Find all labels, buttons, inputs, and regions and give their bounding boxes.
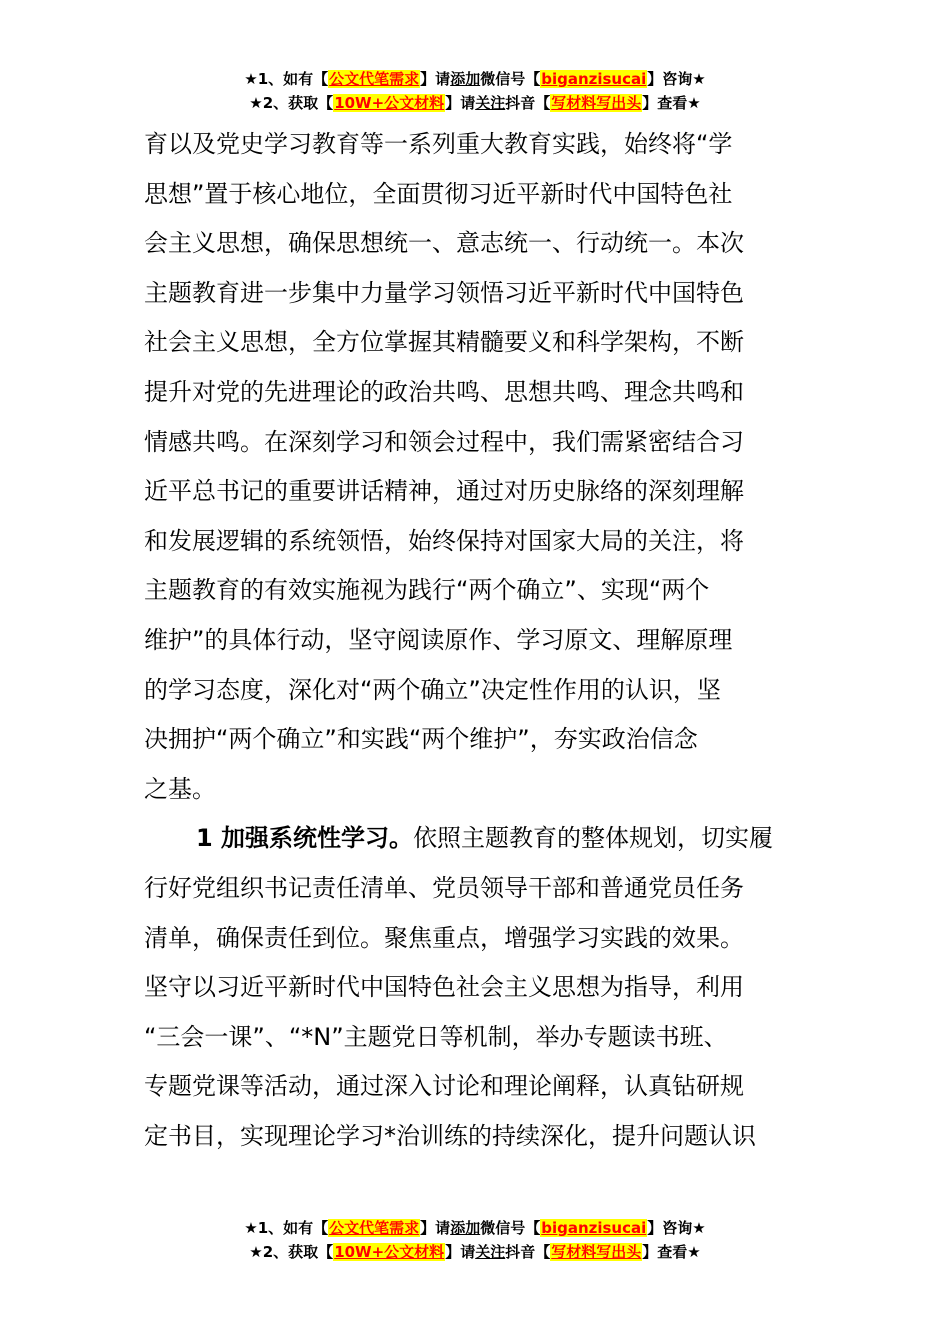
promo-line-2: [0, 1241, 950, 1265]
promo-text: 】咨询★: [647, 70, 706, 88]
text-line: 提升对党的先进理论的政治共鸣、思想共鸣、理念共鸣和: [144, 377, 744, 406]
promo-douyin-id: 写材料写出头: [551, 94, 642, 112]
footer-promo-banner: [0, 1217, 950, 1265]
promo-highlight: 公文代笔需求: [329, 70, 420, 88]
text-line: 近平总书记的重要讲话精神，通过对历史脉络的深刻理解: [144, 477, 744, 506]
text-line: 坚守以习近平新时代中国特色社会主义思想为指导，利用: [144, 973, 744, 1002]
text-line: 维护”的具体行动，坚守阅读原作、学习原文、理解原理: [144, 625, 733, 654]
text-line: 专题党课等活动，通过深入讨论和理论阐释，认真钻研规: [144, 1072, 744, 1101]
paragraph-1: [144, 120, 814, 814]
text-line: 定书目，实现理论学习*治训练的持续深化，提升问题认识: [144, 1121, 756, 1150]
paragraph-2: [144, 814, 814, 1161]
text-line: 思想”置于核心地位，全面贯彻习近平新时代中国特色社: [144, 179, 733, 208]
text-line: [144, 814, 814, 864]
promo-text: ★2、获取【: [249, 1243, 334, 1261]
promo-line-1: [0, 68, 950, 92]
text-line: 主题教育的有效实施视为践行“两个确立”、实现“两个: [144, 576, 710, 605]
text-line: “三会一课”、“*N”主题党日等机制，举办专题读书班、: [144, 1022, 728, 1051]
promo-underlined-text: 关注: [475, 1243, 506, 1261]
text-line: 主题教育进一步集中力量学习领悟习近平新时代中国特色: [144, 278, 744, 307]
document-body: [144, 120, 814, 1161]
text-line: 清单，确保责任到位。聚焦重点，增强学习实践的效果。: [144, 923, 744, 952]
promo-line-1: [0, 1217, 950, 1241]
text-fragment: 依照主题教育的整体规划，切实履: [413, 824, 774, 853]
promo-douyin-id: 写材料写出头: [551, 1243, 642, 1261]
promo-text: 】请: [420, 70, 451, 88]
promo-text: 】请: [445, 94, 476, 112]
promo-text: 】查看★: [642, 1243, 701, 1261]
text-line: 的学习态度，深化对“两个确立”决定性作用的认识，坚: [144, 675, 721, 704]
promo-wechat-id: biganzisucai: [541, 70, 647, 88]
text-line: 和发展逻辑的系统领悟，始终保持对国家大局的关注，将: [144, 526, 744, 555]
promo-text: 】查看★: [642, 94, 701, 112]
text-line: 之基。: [144, 774, 216, 803]
text-line: 情感共鸣。在深刻学习和领会过程中，我们需紧密结合习: [144, 427, 744, 456]
promo-text: ★1、如有【: [244, 70, 329, 88]
promo-underlined-text: 关注: [475, 94, 506, 112]
promo-underlined-text: 添加: [450, 70, 481, 88]
promo-line-2: [0, 92, 950, 116]
promo-text: 微信号【: [480, 1219, 541, 1237]
text-line: 决拥护“两个确立”和实践“两个维护”，夯实政治信念: [144, 725, 698, 754]
text-line: 社会主义思想，全方位掌握其精髓要义和科学架构，不断: [144, 328, 744, 357]
section-heading: 1 加强系统性学习。: [196, 824, 414, 853]
text-line: 会主义思想，确保思想统一、意志统一、行动统一。本次: [144, 229, 744, 258]
promo-wechat-id: biganzisucai: [541, 1219, 647, 1237]
promo-highlight: 公文代笔需求: [329, 1219, 420, 1237]
promo-highlight: 10W+公文材料: [334, 1243, 445, 1261]
promo-underlined-text: 添加: [450, 1219, 481, 1237]
promo-text: ★2、获取【: [249, 94, 334, 112]
promo-text: 微信号【: [480, 70, 541, 88]
text-line: 行好党组织书记责任清单、党员领导干部和普通党员任务: [144, 873, 744, 902]
header-promo-banner: [0, 68, 950, 116]
promo-text: 抖音【: [505, 1243, 551, 1261]
promo-text: 】咨询★: [647, 1219, 706, 1237]
promo-highlight: 10W+公文材料: [334, 94, 445, 112]
promo-text: 抖音【: [505, 94, 551, 112]
promo-text: 】请: [445, 1243, 476, 1261]
promo-text: 】请: [420, 1219, 451, 1237]
promo-text: ★1、如有【: [244, 1219, 329, 1237]
text-line: 育以及党史学习教育等一系列重大教育实践，始终将“学: [144, 130, 733, 158]
